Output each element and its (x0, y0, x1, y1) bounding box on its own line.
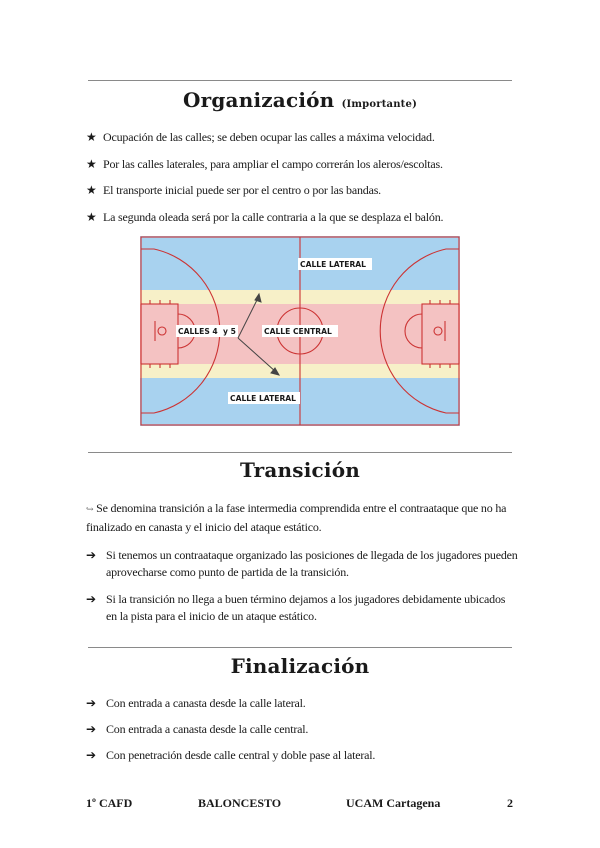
arrow-right-icon: ➔ (86, 548, 96, 562)
label-calle-lateral-bottom: CALLE LATERAL (230, 394, 297, 403)
page-number: 2 (507, 796, 513, 810)
list-item: ★ La segunda oleada será por la calle contraria a la que se desplaza el balón. (86, 209, 444, 224)
list-item: ★ Ocupación de las calles; se deben ocupar las calles a máxima velocidad. (86, 130, 435, 144)
section-divider (88, 452, 512, 453)
transicion-intro: ↪ Se denomina transición a la fase intermedia comprendida entre el contraataque que no ha finalizado en canasta y el inicio del ataque estático. (86, 501, 507, 534)
list-item: ★ Por las calles laterales, para ampliar el campo correrán los aleros/escoltas. (86, 156, 443, 171)
star-icon: ★ (86, 209, 97, 224)
list-item: ➔ Si tenemos un contraataque organizado las posiciones de llegada de los jugadores pueden aprovecharse como punto de partida de la transición. (86, 548, 518, 579)
arrow-right-icon: ➔ (86, 722, 96, 736)
star-icon: ★ (86, 183, 97, 197)
organizacion-list (86, 130, 526, 236)
star-icon: ★ (86, 130, 97, 144)
footer-institution: UCAM Cartagena (346, 796, 441, 810)
section-title-organizacion: Organización (Importante) (183, 88, 417, 112)
section-title-finalizacion: Finalización (230, 654, 370, 678)
footer-subject: BALONCESTO (198, 796, 282, 810)
arrow-right-icon: ➔ (86, 748, 96, 762)
label-calle-lateral-top: CALLE LATERAL (300, 260, 367, 269)
label-calles-4-5: CALLES 4 y 5 (178, 327, 236, 336)
section-divider (88, 80, 512, 81)
label-calle-central: CALLE CENTRAL (264, 327, 332, 336)
footer-course: 1º CAFD (86, 796, 133, 810)
arrow-right-icon: ➔ (86, 592, 96, 606)
importance-note: (Importante) (341, 99, 417, 110)
list-item: ➔ Con entrada a canasta desde la calle lateral. (86, 696, 306, 710)
transicion-list (86, 547, 518, 625)
small-arrow-icon: ↪ (86, 504, 94, 514)
star-icon: ★ (86, 156, 97, 171)
finalizacion-list (86, 696, 526, 762)
list-item: ➔ Si la transición no llega a buen término dejamos a los jugadores debidamente ubicados en la pista para el inicio de un ataque estático. (86, 592, 506, 623)
list-item: ➔ Con entrada a canasta desde la calle central. (86, 722, 309, 736)
list-item: ➔ Con penetración desde calle central y doble pase al lateral. (86, 748, 376, 762)
court-diagram (140, 236, 460, 426)
list-item: ★ El transporte inicial puede ser por el centro o por las bandas. (86, 183, 381, 197)
section-title-transicion: Transición (240, 458, 360, 482)
section-divider (88, 647, 512, 648)
arrow-right-icon: ➔ (86, 696, 96, 710)
